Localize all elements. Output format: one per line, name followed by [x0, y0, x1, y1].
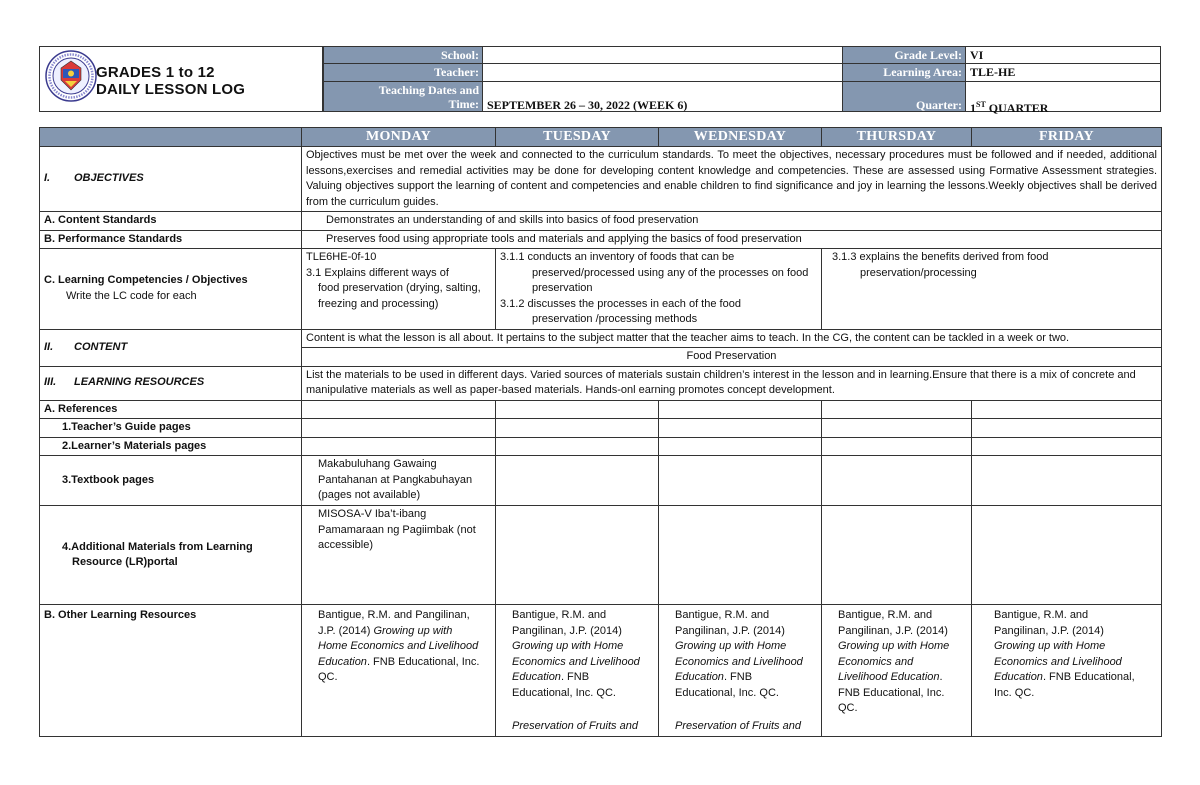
references-thursday[interactable] [822, 400, 972, 419]
tuesday-competency-2-cont: preservation /processing methods [532, 313, 698, 325]
additional-materials-label [40, 506, 302, 605]
friday-ref-publisher: . FNB Educational, Inc. QC. [994, 671, 1135, 699]
quarter-label: Quarter: [842, 81, 966, 112]
other-resources-label: B. Other Learning Resources [40, 605, 302, 737]
objectives-label [40, 147, 302, 212]
references-tuesday[interactable] [496, 400, 659, 419]
objectives-title: OBJECTIVES [74, 172, 144, 185]
objectives-text: Objectives must be met over the week and connected to the curriculum standards. To meet the objectives, necessary procedures must be followed and if needed, additional lessons,exercises and remedial activities may be done for developing content knowledge and competencies. These are assessed using Formative Assessment strategies. Valuing objectives support the learning of content and competencies and enable children to find significance and joy in learning the lessons.Weekly objectives shall be derived from the curriculum guides. [302, 147, 1162, 212]
additional-thursday[interactable] [822, 506, 972, 605]
other-resources-tuesday [496, 605, 659, 737]
learning-area-field[interactable]: TLE-HE [965, 63, 1161, 82]
competencies-tue-wed [496, 249, 822, 330]
additional-tuesday[interactable] [496, 506, 659, 605]
page-title [96, 64, 245, 98]
textbook-friday[interactable] [972, 456, 1162, 506]
additional-materials-label-line2: Resource (LR)portal [72, 556, 178, 568]
teaching-dates-label-line2: Time: [448, 97, 479, 111]
references-monday[interactable] [302, 400, 496, 419]
teacher-label: Teacher: [323, 63, 483, 82]
lm-pages-label: 2.Learner’s Materials pages [40, 437, 302, 456]
wednesday-ref-publisher: . FNB Educational, Inc. QC. [675, 671, 779, 699]
additional-materials-label-line1: 4.Additional Materials from Learning [62, 540, 253, 553]
performance-standards-label: B. Performance Standards [40, 230, 302, 249]
objectives-num: I. [44, 172, 51, 185]
other-resources-monday [302, 605, 496, 737]
competencies-row [40, 249, 1162, 330]
content-num: II. [44, 340, 54, 353]
tuesday-ref-extra: Preservation of Fruits and [512, 720, 638, 732]
additional-materials-row [40, 506, 1162, 605]
monday-competency-num: 3.1 [306, 266, 325, 279]
school-label: School: [323, 46, 483, 64]
day-friday: FRIDAY [972, 128, 1162, 147]
tg-monday[interactable] [302, 419, 496, 438]
grade-level-label: Grade Level: [842, 46, 966, 64]
competencies-label-line1: C. Learning Competencies / Objectives [44, 274, 248, 287]
textbook-row [40, 456, 1162, 506]
teaching-dates-field[interactable]: SEPTEMBER 26 – 30, 2022 (WEEK 6) [482, 81, 843, 112]
textbook-label: 3.Textbook pages [40, 456, 302, 506]
resources-label [40, 366, 302, 400]
monday-ref-author: Bantigue, R.M. and Pangilinan, J.P. (2014) [318, 609, 470, 637]
tg-pages-row [40, 419, 1162, 438]
content-text: Content is what the lesson is all about. It pertains to the subject matter that the teacher aims to teach. In the CG, the content can be tackled in a week or two. [302, 329, 1162, 348]
competencies-thu-fri [822, 249, 1162, 330]
other-resources-thursday [822, 605, 972, 737]
other-resources-row [40, 605, 1162, 737]
references-friday[interactable] [972, 400, 1162, 419]
textbook-tuesday[interactable] [496, 456, 659, 506]
content-standards-text: Demonstrates an understanding of and skills into basics of food preservation [302, 212, 1162, 231]
content-standards-label: A. Content Standards [40, 212, 302, 231]
wednesday-ref-extra: Preservation of Fruits and [675, 720, 801, 732]
tg-tuesday[interactable] [496, 419, 659, 438]
content-row [40, 329, 1162, 348]
deped-seal-icon [45, 50, 97, 102]
content-topic: Food Preservation [302, 348, 1162, 367]
content-label [40, 329, 302, 366]
resources-num: III. [44, 376, 57, 389]
thursday-ref-author: Bantigue, R.M. and Pangilinan, J.P. (2014) [838, 609, 948, 637]
competencies-label-line2: Write the LC code for each [66, 289, 197, 302]
quarter-number: 1 [970, 101, 976, 115]
references-label: A. References [40, 400, 302, 419]
references-row [40, 400, 1162, 419]
school-field[interactable] [482, 46, 843, 64]
day-wednesday: WEDNESDAY [659, 128, 822, 147]
lm-thursday[interactable] [822, 437, 972, 456]
tg-pages-label: 1.Teacher’s Guide pages [40, 419, 302, 438]
resources-row [40, 366, 1162, 400]
tuesday-competency-1-cont: preserved/processed using any of the processes on food preservation [532, 266, 809, 294]
monday-competency-text: Explains different ways of [324, 266, 449, 279]
objectives-row [40, 147, 1162, 212]
thursday-competency-text: explains the benefits derived from food [859, 251, 1049, 263]
textbook-thursday[interactable] [822, 456, 972, 506]
content-title: CONTENT [74, 340, 128, 353]
teaching-dates-label [323, 81, 483, 112]
references-wednesday[interactable] [659, 400, 822, 419]
lm-monday[interactable] [302, 437, 496, 456]
other-resources-wednesday [659, 605, 822, 737]
title-line-2: DAILY LESSON LOG [96, 81, 246, 98]
performance-standards-text: Preserves food using appropriate tools and materials and applying the basics of food preservation [302, 230, 1162, 249]
tuesday-ref-title: Growing up with Home Economics and Livelihood Education [512, 640, 640, 683]
quarter-suffix: ST [976, 100, 986, 109]
lesson-log-table [39, 127, 1162, 737]
tuesday-competency-1-text: conducts an inventory of foods that can be [527, 251, 735, 263]
day-tuesday: TUESDAY [496, 128, 659, 147]
tuesday-competency-1-num: 3.1.1 [500, 251, 528, 263]
lm-friday[interactable] [972, 437, 1162, 456]
monday-ref-title: Growing up with Home Economics and Livelihood Education [318, 624, 479, 668]
quarter-field[interactable] [965, 81, 1161, 115]
tg-friday[interactable] [972, 419, 1162, 438]
day-monday: MONDAY [302, 128, 496, 147]
tuesday-ref-author: Bantigue, R.M. and Pangilinan, J.P. (2014) [512, 609, 622, 637]
thursday-competency-num: 3.1.3 [832, 251, 860, 263]
quarter-text: QUARTER [985, 101, 1049, 115]
resources-title: LEARNING RESOURCES [74, 376, 205, 389]
tg-thursday[interactable] [822, 419, 972, 438]
tuesday-competency-1 [500, 250, 817, 266]
wednesday-ref-title: Growing up with Home Economics and Livelihood Education [675, 640, 803, 683]
thursday-ref-title: Growing up with Home Economics and Livelihood Education [838, 640, 950, 683]
teaching-dates-label-line1: Teaching Dates and [378, 83, 479, 97]
additional-monday: MISOSA-V Iba’t-ibang Pamamaraan ng Pagiimbak (not accessible) [302, 506, 496, 605]
day-header-blank [40, 128, 302, 147]
tuesday-competency-2-text: discusses the processes in each of the food [527, 297, 741, 310]
competencies-monday [302, 249, 496, 330]
tuesday-competency-2 [500, 297, 817, 313]
textbook-wednesday[interactable] [659, 456, 822, 506]
competencies-label [40, 249, 302, 330]
other-resources-friday [972, 605, 1162, 737]
title-line-1: GRADES 1 to 12 [96, 64, 215, 81]
textbook-monday: Makabuluhang Gawaing Pantahanan at Pangkabuhayan (pages not available) [302, 456, 496, 506]
thursday-competency-cont: preservation/processing [860, 266, 977, 279]
day-thursday: THURSDAY [822, 128, 972, 147]
additional-wednesday[interactable] [659, 506, 822, 605]
learning-area-label: Learning Area: [842, 63, 966, 82]
tg-wednesday[interactable] [659, 419, 822, 438]
grade-level-field[interactable]: VI [965, 46, 1161, 64]
lm-tuesday[interactable] [496, 437, 659, 456]
content-standards-row [40, 212, 1162, 231]
day-header-row [40, 128, 1162, 147]
wednesday-ref-author: Bantigue, R.M. and Pangilinan, J.P. (2014) [675, 609, 785, 637]
lc-code: TLE6HE-0f-10 [306, 251, 377, 263]
friday-ref-author: Bantigue, R.M. and Pangilinan, J.P. (2014) [994, 609, 1104, 637]
thursday-competency [832, 250, 1157, 266]
monday-competency [306, 266, 491, 282]
friday-ref-title: Growing up with Home Economics and Livelihood Education [994, 640, 1122, 683]
resources-text: List the materials to be used in different days. Varied sources of materials sustain children’s interest in the lesson and in learning.Ensure that there is a mix of concrete and manipulative materials as well as paper-based materials. Hands-onl earning promotes concept development. [302, 366, 1162, 400]
lm-pages-row [40, 437, 1162, 456]
teacher-field[interactable] [482, 63, 843, 82]
performance-standards-row [40, 230, 1162, 249]
tuesday-competency-2-num: 3.1.2 [500, 297, 528, 310]
monday-competency-cont: food preservation (drying, salting, freezing and processing) [318, 282, 481, 310]
tuesday-ref-publisher: . FNB Educational, Inc. QC. [512, 671, 616, 699]
thursday-ref-publisher: . FNB Educational, Inc. QC. [838, 671, 945, 714]
monday-ref-publisher: . FNB Educational, Inc. QC. [318, 655, 480, 683]
additional-friday[interactable] [972, 506, 1162, 605]
lm-wednesday[interactable] [659, 437, 822, 456]
